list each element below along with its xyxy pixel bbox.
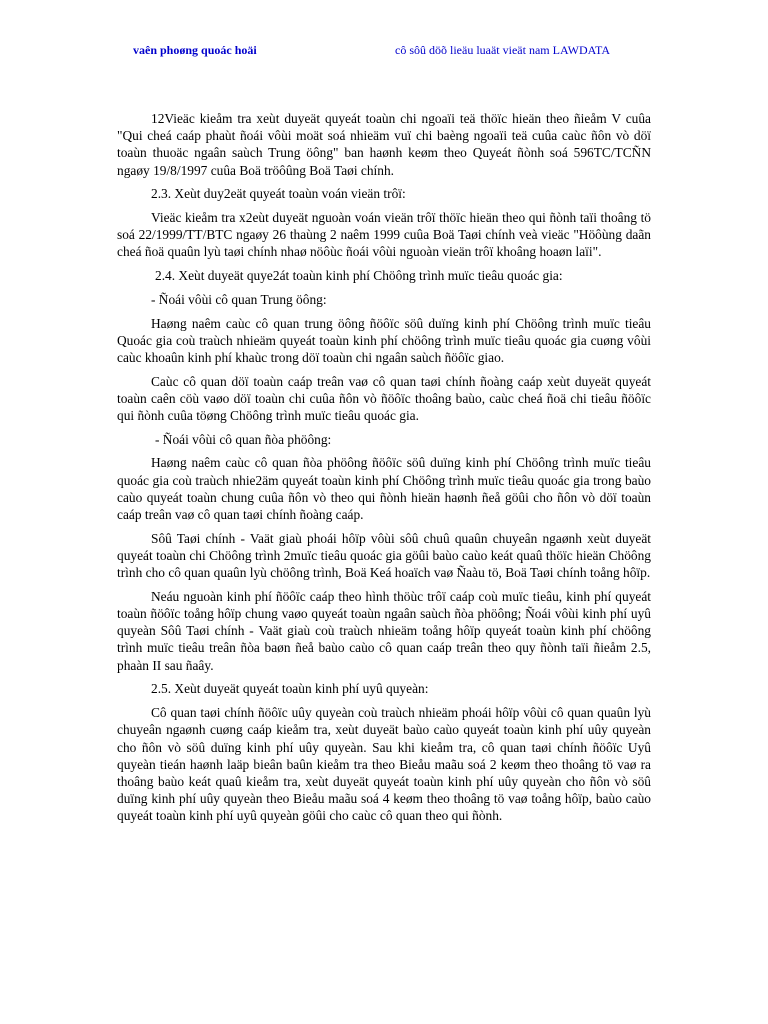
heading-2-4: 2.4. Xeùt duyeät quye2át toaùn kinh phí Chöông trình muïc tieâu quoác gia: bbox=[155, 268, 563, 284]
paragraph-finance-department: Sôû Taøi chính - Vaät giaù phoái hôïp vôùi sôû chuû quaûn chuyeân ngaønh xeùt duyeät quyeát toaùn chi Chöông trình 2muïc tieâu quoác gia göûi baùo caùo keát quaû thöïc hieän Chöông trình cho cô quan quaûn lyù chöông trình, Boä Keá hoaïch vaø Ñaàu tö, Boä Taøi chính toång hôïp. bbox=[117, 530, 651, 581]
paragraph-local-annual: Haøng naêm caùc cô quan ñòa phöông ñöôïc söû duïng kinh phí Chöông trình muïc tieâu quoác gia coù traùch nhie2äm quyeát toaùn kinh phí Chöông trình muïc tieâu quoác gia trong baùo caùo quyeát toaùn chung cuûa ñôn vò theo qui ñònh hieän haønh ñeå göûi cho ñôn vò döï toaùn caáp treân vaø cô quan taøi chính ñoàng caáp. bbox=[117, 455, 651, 523]
subheading-local-agencies: - Ñoái vôùi cô quan ñòa phöông: bbox=[155, 431, 332, 447]
heading-2-5: 2.5. Xeùt duyeät quyeát toaùn kinh phí uyû quyeàn: bbox=[151, 681, 429, 697]
header-right-text: cô sôû döõ lieäu luaät vieät nam LAWDATA bbox=[395, 43, 611, 57]
document-body bbox=[117, 110, 651, 831]
paragraph-central-annual: Haøng naêm caùc cô quan trung öông ñöôïc söû duïng kinh phí Chöông trình muïc tieâu Quoác gia coù traùch nhieäm quyeát toaùn kinh phí chöông trình muïc tieâu quoác gia cuøng vôùi caùc khoaûn kinh phí khaùc trong döï toaùn chi ngaân saùch ñöôïc giao. bbox=[117, 315, 651, 365]
paragraph-aid-capital: Vieäc kieåm tra x2eùt duyeät nguoàn voán vieän trôï thöïc hieän theo qui ñònh taïi thoâng tö soá 22/1999/TT/BTC ngaøy 26 thaùng 2 naêm 1999 cuûa Boä Taøi chính veà vieäc "Höôùng daãn cheá ñoä quaûn lyù taøi chính nhaø nöôùc ñoái vôùi nguoàn vieän trôï khoâng hoaøn laïi". bbox=[117, 210, 651, 260]
subheading-central-agencies: - Ñoái vôùi cô quan Trung öông: bbox=[151, 291, 327, 307]
page-header bbox=[0, 43, 768, 61]
paragraph-targeted-subsidy: Neáu nguoàn kinh phí ñöôïc caáp theo hình thöùc trôï caáp coù muïc tieâu, kinh phí quyeát toaùn ñöôïc toång hôïp chung vaøo quyeát toaùn ngaân saùch ñòa phöông; Ñoái vôùi kinh phí uyû quyeàn Sôû Taøi chính - Vaät giaù coù traùch nhieäm toång hôïp quyeát toaùn kinh phí chöông trình muïc tieâu treân ñòa baøn ñeå baùo caùo cô quan caáp treân theo quy ñònh taïi ñieåm 2.5, phaàn II sau ñaây. bbox=[117, 588, 651, 673]
heading-2-3: 2.3. Xeùt duy2eät quyeát toaùn voán vieän trôï: bbox=[151, 186, 406, 202]
paragraph-authorized-funds: Cô quan taøi chính ñöôïc uûy quyeàn coù traùch nhieäm phoái hôïp vôùi cô quan quaûn lyù chuyeân ngaønh cuøng caáp kieåm tra, xeùt duyeät baùo caùo quyeát toaùn kinh phí uûy quyeàn cho ñôn vò söû duïng kinh phí uûy quyeàn. Sau khi kieåm tra, cô quan taøi chính ñöôïc Uyû quyeàn tieán haønh laäp bieân baûn kieåm tra theo Bieåu maãu soá 2 keøm theo thoâng tö vaø ra thoâng baùo keát quaû kieåm tra, xeùt duyeät quyeát toaùn kinh phí uûy quyeàn cho ñôn vò söû duïng kinh phí uûy quyeàn theo Bieåu maãu soá 4 keøm theo thoâng tö vaø toång hôïp, baùo caùo quyeát toaùn kinh phí uyû quyeàn göûi cho caùc cô quan theo qui ñònh. bbox=[117, 705, 651, 824]
paragraph-central-review: Caùc cô quan döï toaùn caáp treân vaø cô quan taøi chính ñoàng caáp xeùt duyeät quyeát toaùn caên cöù vaøo döï toaùn chi cuûa ñôn vò ñöôïc thoâng baùo, caùc cheá ñoä chi tieâu ñöôïc qui ñònh cuûa töøng Chöông trình muïc tieâu quoác gia. bbox=[117, 373, 651, 424]
header-left-text: vaên phoøng quoác hoäi bbox=[133, 43, 257, 57]
paragraph-foreign-currency: 12Vieäc kieåm tra xeùt duyeät quyeát toaùn chi ngoaïi teä thöïc hieän theo ñieåm V cuûa "Qui cheá caáp phaùt ñoái vôùi moät soá nhieäm vuï chi baèng ngoaïi teä cuûa caùc ñôn vò döï toaùn thuoäc ngaân saùch Trung öông" ban haønh keøm theo Quyeát ñònh soá 596TC/TCÑN ngaøy 19/8/1997 cuûa Boä tröôûng Boä Taøi chính. bbox=[117, 111, 651, 178]
